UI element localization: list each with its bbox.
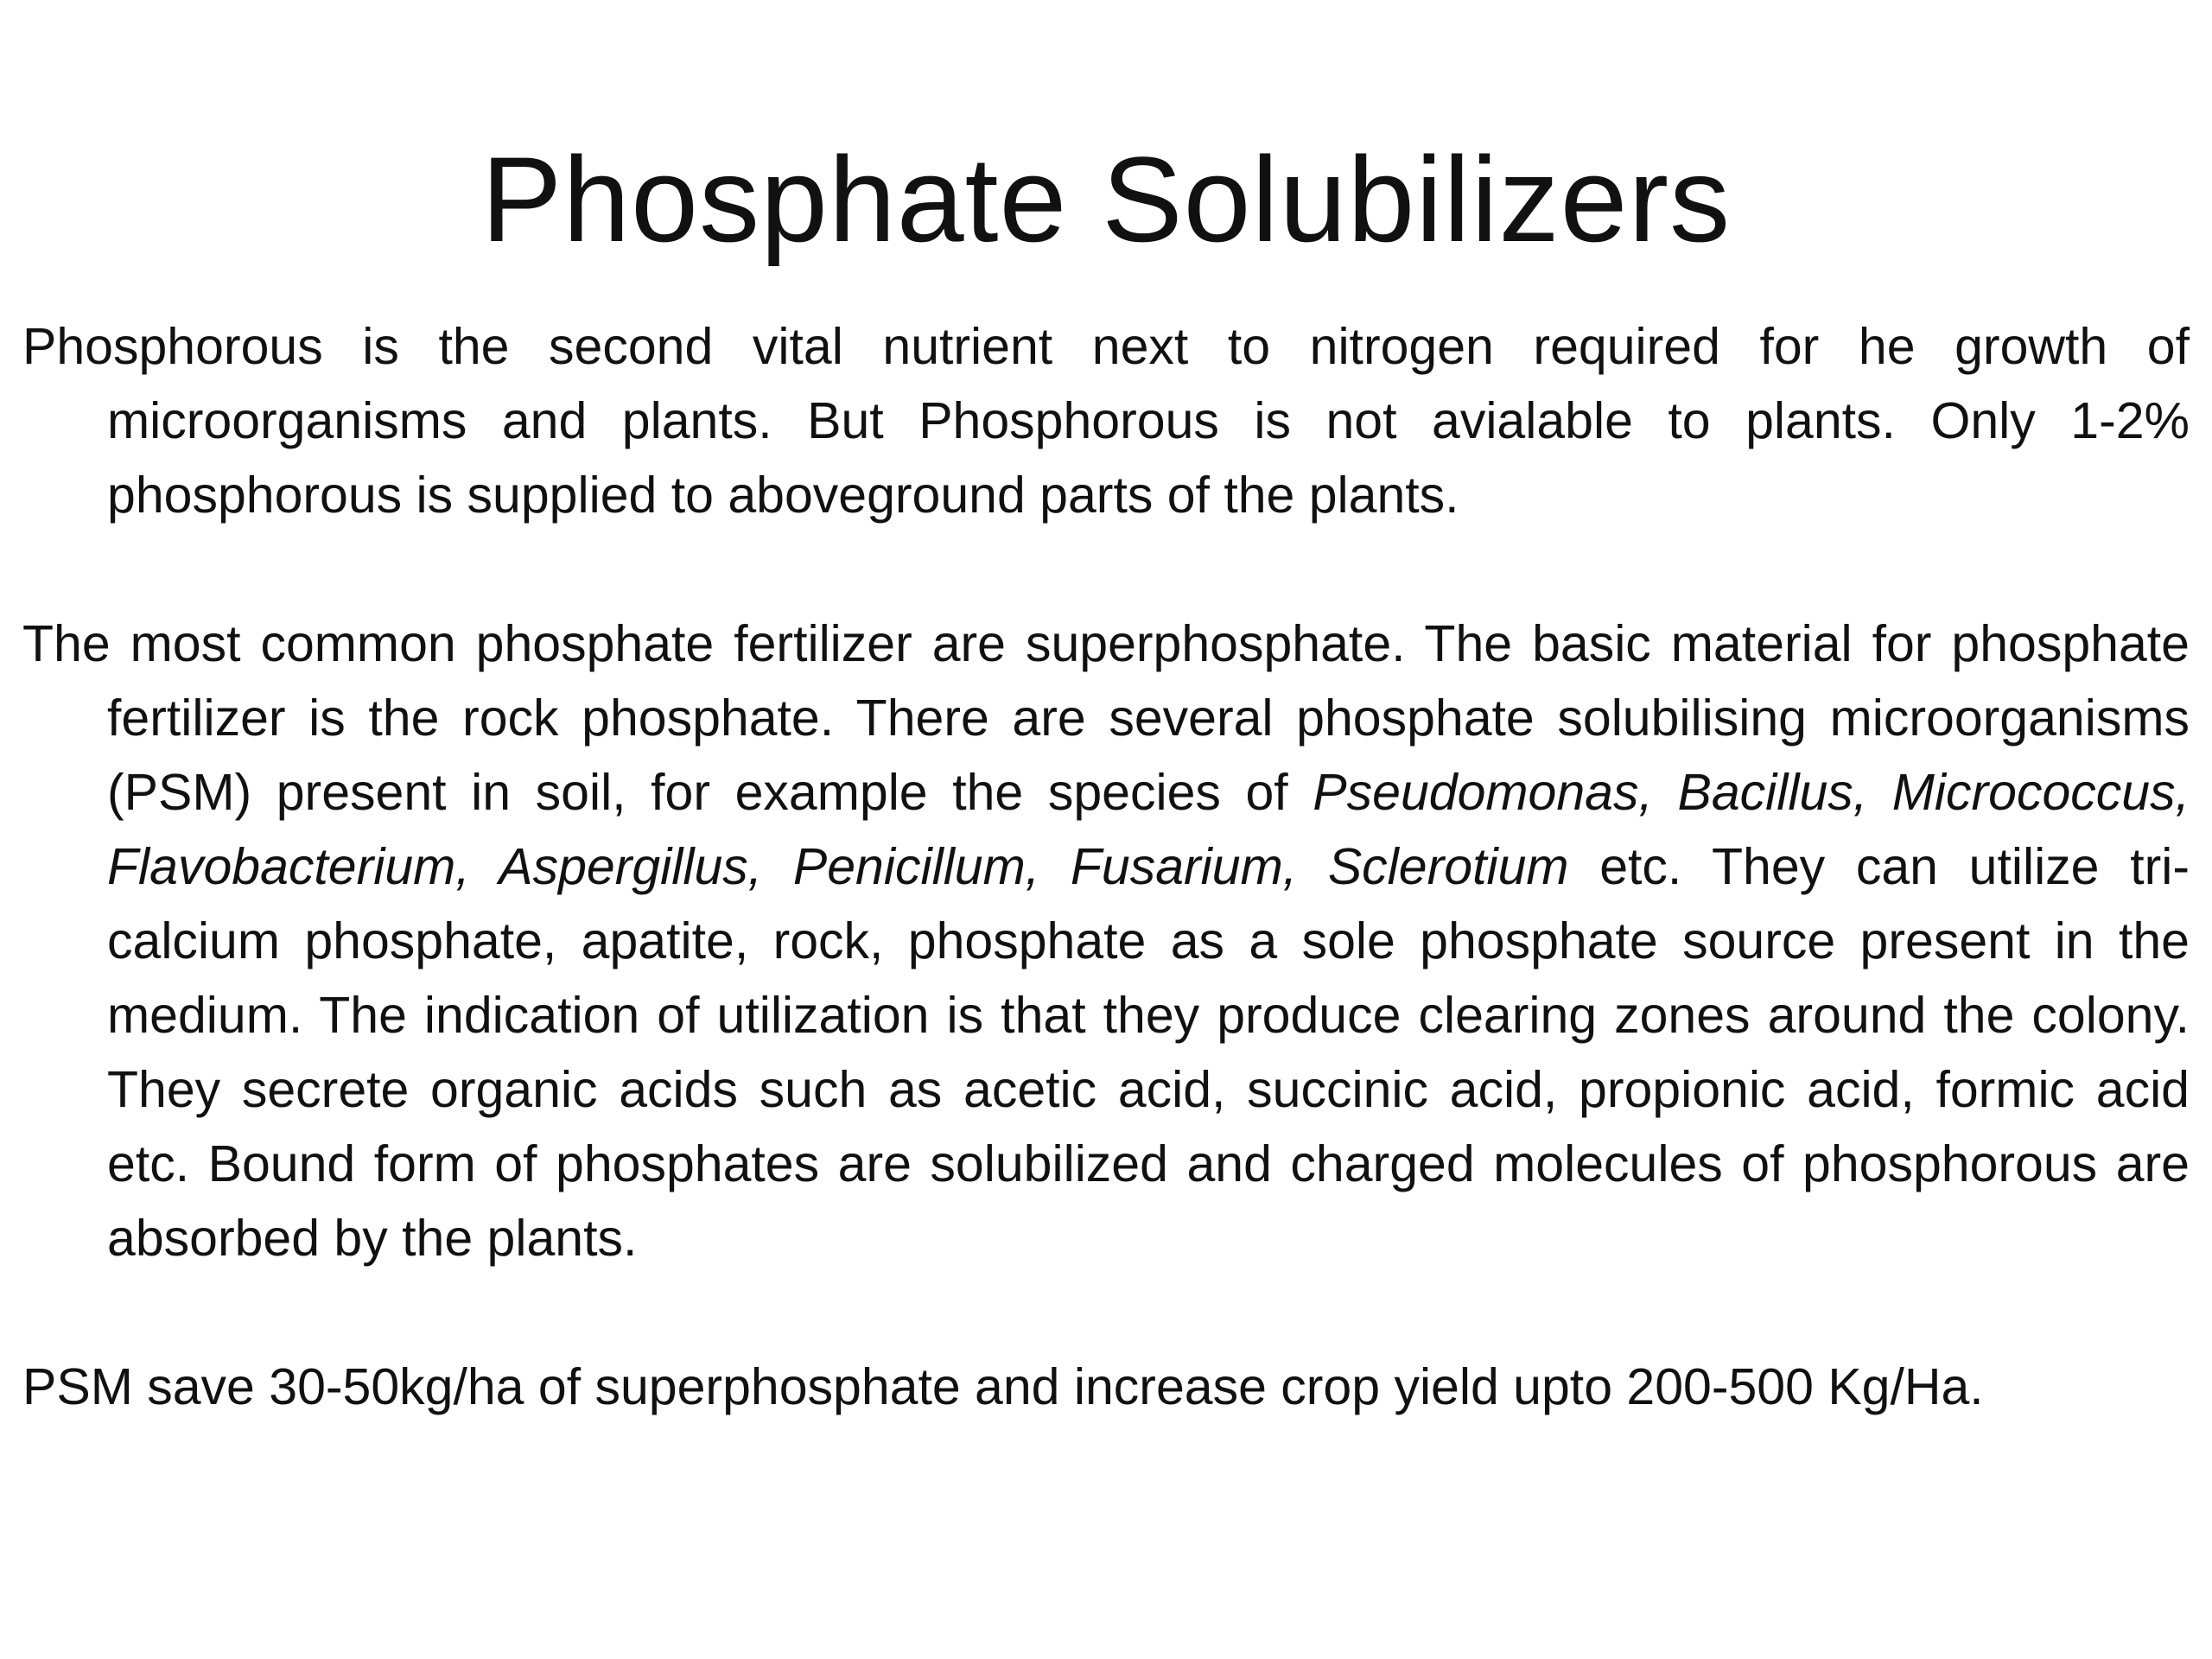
paragraph-phosphorous-nutrient: Phosphorous is the second vital nutrient next to nitrogen required for he growth of microorganisms and plants. But Phosphorous is not avialable to plants. Only 1-2% phosphorous is supplied to aboveground parts of the plants. xyxy=(22,318,2190,524)
slide-body xyxy=(22,309,2190,1424)
slide-title: Phosphate Solubilizers xyxy=(480,131,1732,267)
psm-mechanism-text: etc. They can utilize tri-calcium phosphate, apatite, rock, phosphate as a sole phosphate source present in the medium. The indication of utilization is that they produce clearing zones around the colony. They secrete organic acids such as acetic acid, succinic acid, propionic acid, formic acid etc. Bound form of phosphates are solubilized and charged molecules of phosphorous are absorbed by the plants. xyxy=(107,838,2190,1267)
psm-species-list: Pseudomonas, Bacillus, Micrococcus, Flavobacterium, Aspergillus, Penicillum, Fusarium, Sclerotium xyxy=(107,764,2190,895)
paragraph-psm-benefit: PSM save 30-50kg/ha of superphosphate and increase crop yield upto 200-500 Kg/Ha. xyxy=(22,1358,1984,1415)
paragraph-psm-description xyxy=(22,607,2190,1275)
psm-intro-text: The most common phosphate fertilizer are superphosphate. The basic material for phosphate fertilizer is the rock phosphate. There are several phosphate solubilising microorganisms (PSM) present in soil, for example the species of xyxy=(22,615,2190,821)
